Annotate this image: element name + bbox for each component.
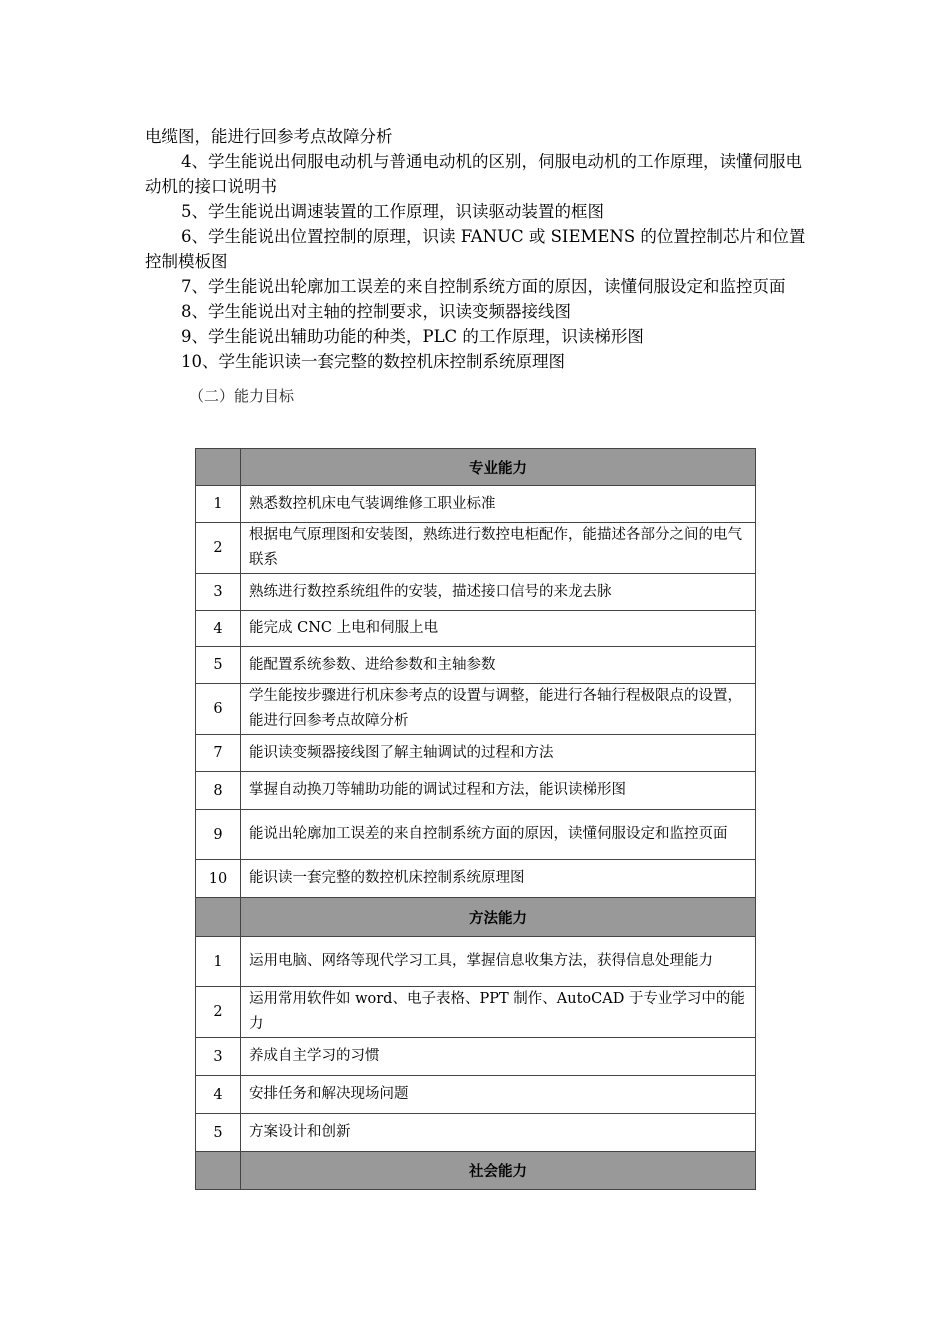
row-text: 能识读一套完整的数控机床控制系统原理图 [241, 860, 756, 898]
section-header-method [196, 898, 756, 937]
paragraph: 10、学生能识读一套完整的数控机床控制系统原理图 [181, 352, 565, 371]
row-number: 6 [196, 684, 241, 735]
row-number: 3 [196, 1038, 241, 1076]
row-number: 1 [196, 486, 241, 523]
row-number: 5 [196, 1114, 241, 1152]
row-text: 运用电脑、网络等现代学习工具，掌握信息收集方法，获得信息处理能力 [241, 937, 756, 987]
table-row [196, 772, 756, 810]
row-number: 8 [196, 772, 241, 810]
row-number: 5 [196, 647, 241, 684]
row-text: 能说出轮廓加工误差的来自控制系统方面的原因，读懂伺服设定和监控页面 [241, 810, 756, 860]
row-number: 3 [196, 574, 241, 611]
row-text: 根据电气原理图和安装图，熟练进行数控电柜配作，能描述各部分之间的电气联系 [241, 523, 756, 574]
paragraph: 7、学生能说出轮廓加工误差的来自控制系统方面的原因，读懂伺服设定和监控页面 [181, 277, 786, 296]
row-number: 7 [196, 735, 241, 772]
table-row [196, 987, 756, 1038]
row-text: 运用常用软件如 word、电子表格、PPT 制作、AutoCAD 于专业学习中的能力 [241, 987, 756, 1038]
row-text: 熟悉数控机床电气装调维修工职业标准 [241, 486, 756, 523]
row-text: 掌握自动换刀等辅助功能的调试过程和方法，能识读梯形图 [241, 772, 756, 810]
section-header-social [196, 1152, 756, 1190]
table-row [196, 1076, 756, 1114]
table-row [196, 1038, 756, 1076]
section-num-cell [196, 1152, 241, 1190]
row-text: 熟练进行数控系统组件的安装，描述接口信号的来龙去脉 [241, 574, 756, 611]
table-row [196, 611, 756, 647]
ability-table [195, 448, 756, 1190]
section-title: 专业能力 [241, 449, 756, 486]
table-row [196, 523, 756, 574]
row-text: 能识读变频器接线图了解主轴调试的过程和方法 [241, 735, 756, 772]
row-text: 养成自主学习的习惯 [241, 1038, 756, 1076]
row-number: 4 [196, 1076, 241, 1114]
table-row [196, 735, 756, 772]
row-text: 学生能按步骤进行机床参考点的设置与调整，能进行各轴行程极限点的设置，能进行回参考点故障分析 [241, 684, 756, 735]
paragraph: 4、学生能说出伺服电动机与普通电动机的区别，伺服电动机的工作原理，读懂伺服电动机的接口说明书 [145, 152, 802, 196]
paragraph: 电缆图，能进行回参考点故障分析 [145, 127, 393, 146]
row-text: 安排任务和解决现场问题 [241, 1076, 756, 1114]
section-num-cell [196, 449, 241, 486]
table-row [196, 810, 756, 860]
row-number: 2 [196, 987, 241, 1038]
section-title: 社会能力 [241, 1152, 756, 1190]
table-row [196, 937, 756, 987]
row-text: 方案设计和创新 [241, 1114, 756, 1152]
row-number: 2 [196, 523, 241, 574]
section-num-cell [196, 898, 241, 937]
table-row [196, 684, 756, 735]
row-number: 9 [196, 810, 241, 860]
paragraph: 5、学生能说出调速装置的工作原理，识读驱动装置的框图 [181, 202, 604, 221]
row-number: 4 [196, 611, 241, 647]
row-number: 10 [196, 860, 241, 898]
section-title: 方法能力 [241, 898, 756, 937]
table-row [196, 647, 756, 684]
table-row [196, 574, 756, 611]
section-header-professional [196, 449, 756, 486]
paragraph: 8、学生能说出对主轴的控制要求，识读变频器接线图 [181, 302, 571, 321]
row-number: 1 [196, 937, 241, 987]
row-text: 能配置系统参数、进给参数和主轴参数 [241, 647, 756, 684]
table-row [196, 1114, 756, 1152]
table-row [196, 486, 756, 523]
knowledge-goals-text [145, 124, 815, 408]
ability-goals-heading: （二）能力目标 [189, 387, 295, 405]
row-text: 能完成 CNC 上电和伺服上电 [241, 611, 756, 647]
paragraph: 6、学生能说出位置控制的原理，识读 FANUC 或 SIEMENS 的位置控制芯片和位置控制模板图 [145, 227, 806, 271]
paragraph: 9、学生能说出辅助功能的种类，PLC 的工作原理，识读梯形图 [181, 327, 644, 346]
table-row [196, 860, 756, 898]
